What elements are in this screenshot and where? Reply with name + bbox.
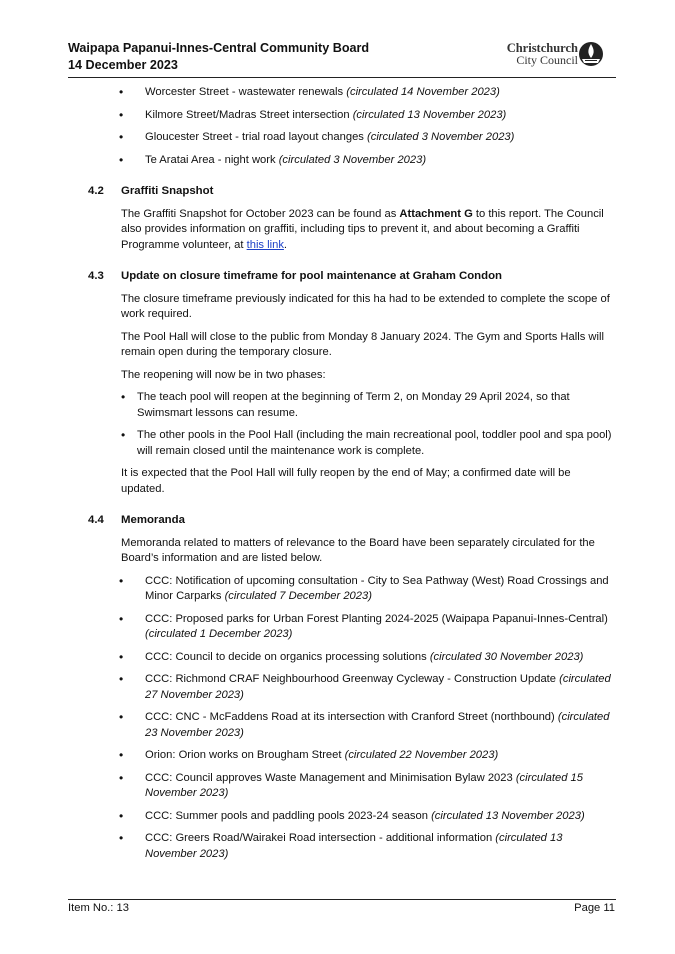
- header-title: [68, 40, 369, 74]
- council-logo: [504, 41, 616, 69]
- list-item: • Worcester Street - wastewater renewals (circulated 14 November 2023): [68, 85, 616, 101]
- footer-item-number: Item No.: 13: [68, 902, 129, 914]
- list-item: • CCC: Richmond CRAF Neighbourhood Greenway Cycleway - Construction Update (circulated 27 November 2023): [68, 672, 616, 703]
- list-item: • The teach pool will reopen at the beginning of Term 2, on Monday 29 April 2024, so that Swimsmart lessons can resume.: [68, 390, 616, 421]
- section-heading-4-2: 4.2 Graffiti Snapshot: [88, 185, 214, 197]
- list-item: • CCC: Council approves Waste Management and Minimisation Bylaw 2023 (circulated 15 November 2023): [68, 771, 616, 802]
- list-item: • The other pools in the Pool Hall (including the main recreational pool, toddler pool and spa pool) will remain closed until the maintenance work is complete.: [68, 428, 616, 459]
- memoranda-paragraph: Memoranda related to matters of relevance to the Board have been separately circulated for the Board’s information and are listed below.: [121, 536, 595, 564]
- top-bullet-list: [68, 85, 616, 168]
- list-item: • Orion: Orion works on Brougham Street (circulated 22 November 2023): [68, 748, 616, 764]
- list-item: • CCC: Proposed parks for Urban Forest Planting 2024-2025 (Waipapa Papanui-Innes-Central) (circulated 1 December 2023): [68, 612, 616, 643]
- pool-paragraph-2: The Pool Hall will close to the public from Monday 8 January 2024. The Gym and Sports Halls will remain open during the temporary closure.: [121, 330, 604, 358]
- list-item: • CCC: CNC - McFaddens Road at its intersection with Cranford Street (northbound) (circulated 23 November 2023): [68, 710, 616, 741]
- list-item: • Gloucester Street - trial road layout changes (circulated 3 November 2023): [68, 130, 616, 146]
- list-item: • Kilmore Street/Madras Street intersection (circulated 13 November 2023): [68, 108, 616, 124]
- list-item: • CCC: Council to decide on organics processing solutions (circulated 30 November 2023): [68, 650, 616, 666]
- page-header: [68, 40, 616, 76]
- logo-line1: Christchurch: [506, 41, 578, 55]
- footer-page-number: Page 11: [574, 902, 615, 914]
- section-heading-4-4: 4.4 Memoranda: [88, 514, 185, 526]
- pool-bullet-list: [68, 390, 616, 459]
- memoranda-list: [68, 574, 616, 863]
- pool-paragraph-4: It is expected that the Pool Hall will fully reopen by the end of May; a confirmed date will be updated.: [121, 467, 571, 495]
- pool-paragraph-3: The reopening will now be in two phases:: [121, 368, 326, 381]
- list-item: • Te Aratai Area - night work (circulated 3 November 2023): [68, 153, 616, 169]
- graffiti-paragraph: The Graffiti Snapshot for October 2023 can be found as Attachment G to this report. The Council also provides information on graffiti, including tips to prevent it, and about becoming a Graffiti Programme volunteer, at this link.: [121, 207, 604, 251]
- list-item: • CCC: Greers Road/Wairakei Road intersection - additional information (circulated 13 November 2023): [68, 831, 616, 862]
- pool-paragraph-1: The closure timeframe previously indicated for this ha had to be extended to complete the scope of work required.: [121, 292, 610, 320]
- council-emblem-icon: [578, 41, 604, 67]
- board-name: Waipapa Papanui-Innes-Central Community Board: [68, 41, 370, 55]
- meeting-date: 14 December 2023: [68, 58, 178, 72]
- list-item: • CCC: Summer pools and paddling pools 2023-24 season (circulated 13 November 2023): [68, 809, 616, 825]
- section-heading-4-3: 4.3 Update on closure timeframe for pool maintenance at Graham Condon: [88, 270, 503, 282]
- logo-line2: City Council: [516, 53, 578, 67]
- logo-text: [507, 42, 578, 66]
- list-item: • CCC: Notification of upcoming consultation - City to Sea Pathway (West) Road Crossings and Minor Carparks (circulated 7 December 2023): [68, 574, 616, 605]
- graffiti-link[interactable]: this link: [246, 238, 284, 251]
- document-body: [68, 78, 616, 862]
- footer-divider: [68, 899, 616, 900]
